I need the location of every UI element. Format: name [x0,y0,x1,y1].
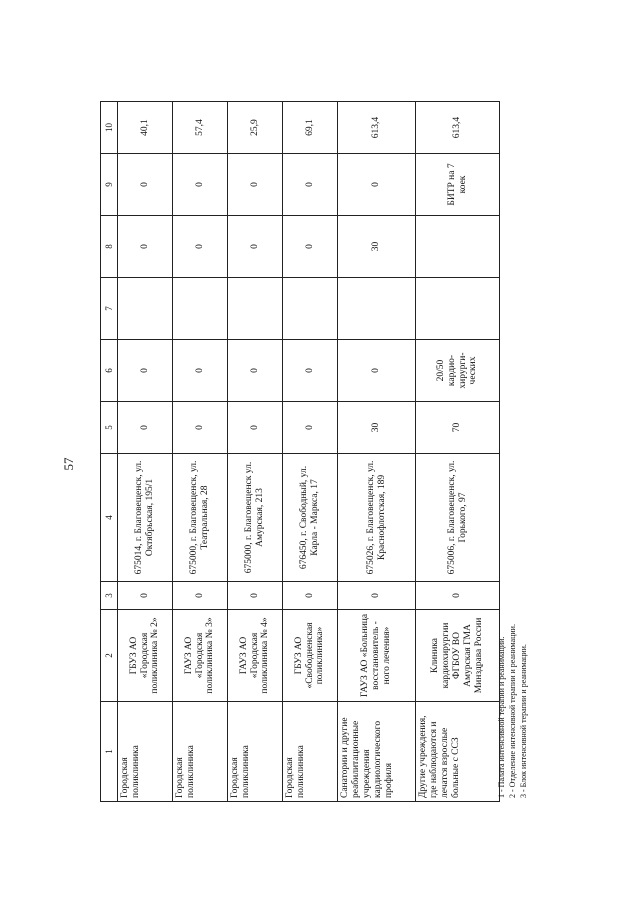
table-cell: Городская поликлиника [283,702,338,802]
table-cell: 0 [283,402,338,454]
table-cell: 0 [173,402,228,454]
table-cell: 675006, г. Благовещенск, ул. Горького, 97 [416,454,500,582]
table-cell: 675014, г. Благовещенск, ул. Октябрьская, 195/1 [118,454,173,582]
table-cell: 0 [283,154,338,216]
header-row [101,102,118,802]
page-number: 57 [61,457,76,471]
column-header: 10 [101,102,118,154]
column-header: 5 [101,402,118,454]
table-cell: 675026, г. Благовещенск, ул. Краснофлотская, 189 [338,454,416,582]
table-cell: Клиника кардиохирургии ФГБОУ ВО Амурская ГМА Минздрава России [416,610,500,702]
column-header: 7 [101,278,118,340]
column-header: 4 [101,454,118,582]
table-cell: 0 [173,582,228,610]
table-cell: ГАУЗ АО «Городская поликлиника № 4» [228,610,283,702]
table-cell [283,278,338,340]
table-row [173,102,228,802]
table-cell: 0 [118,582,173,610]
table-cell: Санатории и другие реабилитационные учреждения кардиологического профиля [338,702,416,802]
column-header: 1 [101,702,118,802]
table-cell: 675000, г. Благовещенск ул. Амурская, 213 [228,454,283,582]
table-cell: 0 [228,154,283,216]
table-cell: Городская поликлиника [228,702,283,802]
table-cell [173,278,228,340]
table-cell [416,216,500,278]
column-header: 6 [101,340,118,402]
table-cell: ГАУЗ АО «Больница восстановитель - ного лечения» [338,610,416,702]
table-cell: 676450, г. Свободный, ул. Карла - Маркса, 17 [283,454,338,582]
facilities-table [100,101,500,802]
table-cell: 0 [173,154,228,216]
table-cell: ГБУЗ АО «Городская поликлиника № 2» [118,610,173,702]
footnote: 3 - Блок интенсивной терапии и реанимации. [518,644,528,798]
table-cell: 0 [228,340,283,402]
column-header: 9 [101,154,118,216]
table-cell: 613,4 [338,102,416,154]
table-cell: 25,9 [228,102,283,154]
table-cell: 30 [338,402,416,454]
table-cell: 0 [283,340,338,402]
column-header: 8 [101,216,118,278]
table-cell: Другие учреждения, где наблюдаются и лечатся взрослые больные с ССЗ [416,702,500,802]
table-cell: 70 [416,402,500,454]
table-cell: 57,4 [173,102,228,154]
table-cell: 0 [416,582,500,610]
table-cell: 0 [283,582,338,610]
table-cell: 0 [338,340,416,402]
table-cell: 0 [118,154,173,216]
footnote: 2 - Отделение интенсивной терапии и реанимации. [507,624,517,798]
table-cell: Городская поликлиника [173,702,228,802]
table-row [416,102,500,802]
rotated-table-container [100,102,540,802]
column-header: 3 [101,582,118,610]
table-cell: 0 [228,402,283,454]
table-cell: 0 [338,582,416,610]
table-cell: 613,4 [416,102,500,154]
table-cell: 20/50 кардио-хирурги-ческих [416,340,500,402]
table-cell: 40,1 [118,102,173,154]
table-row [118,102,173,802]
table-cell: ГБУЗ АО «Свободненская поликлиника» [283,610,338,702]
column-header: 2 [101,610,118,702]
table-row [228,102,283,802]
table-row [338,102,416,802]
footnote: 1 - Палата интенсивной терапии и реанимации. [497,636,506,798]
table-cell [338,278,416,340]
table-row [283,102,338,802]
table-cell: 0 [283,216,338,278]
table-cell: 675000, г. Благовещенск, ул. Театральная, 28 [173,454,228,582]
table-cell: 0 [173,216,228,278]
table-cell [416,278,500,340]
table-cell [118,278,173,340]
table-cell: 0 [173,340,228,402]
table-cell: 30 [338,216,416,278]
table-cell: 0 [118,340,173,402]
table-cell: 0 [118,216,173,278]
table-cell: 0 [338,154,416,216]
table-cell: БИТР на 7 коек [416,154,500,216]
table-cell: 0 [118,402,173,454]
table-cell [228,278,283,340]
table-cell: 0 [228,582,283,610]
table-cell: Городская поликлиника [118,702,173,802]
footnotes [497,558,529,798]
table-cell: ГАУЗ АО «Городская поликлиника № 3» [173,610,228,702]
table-cell: 69,1 [283,102,338,154]
table-cell: 0 [228,216,283,278]
